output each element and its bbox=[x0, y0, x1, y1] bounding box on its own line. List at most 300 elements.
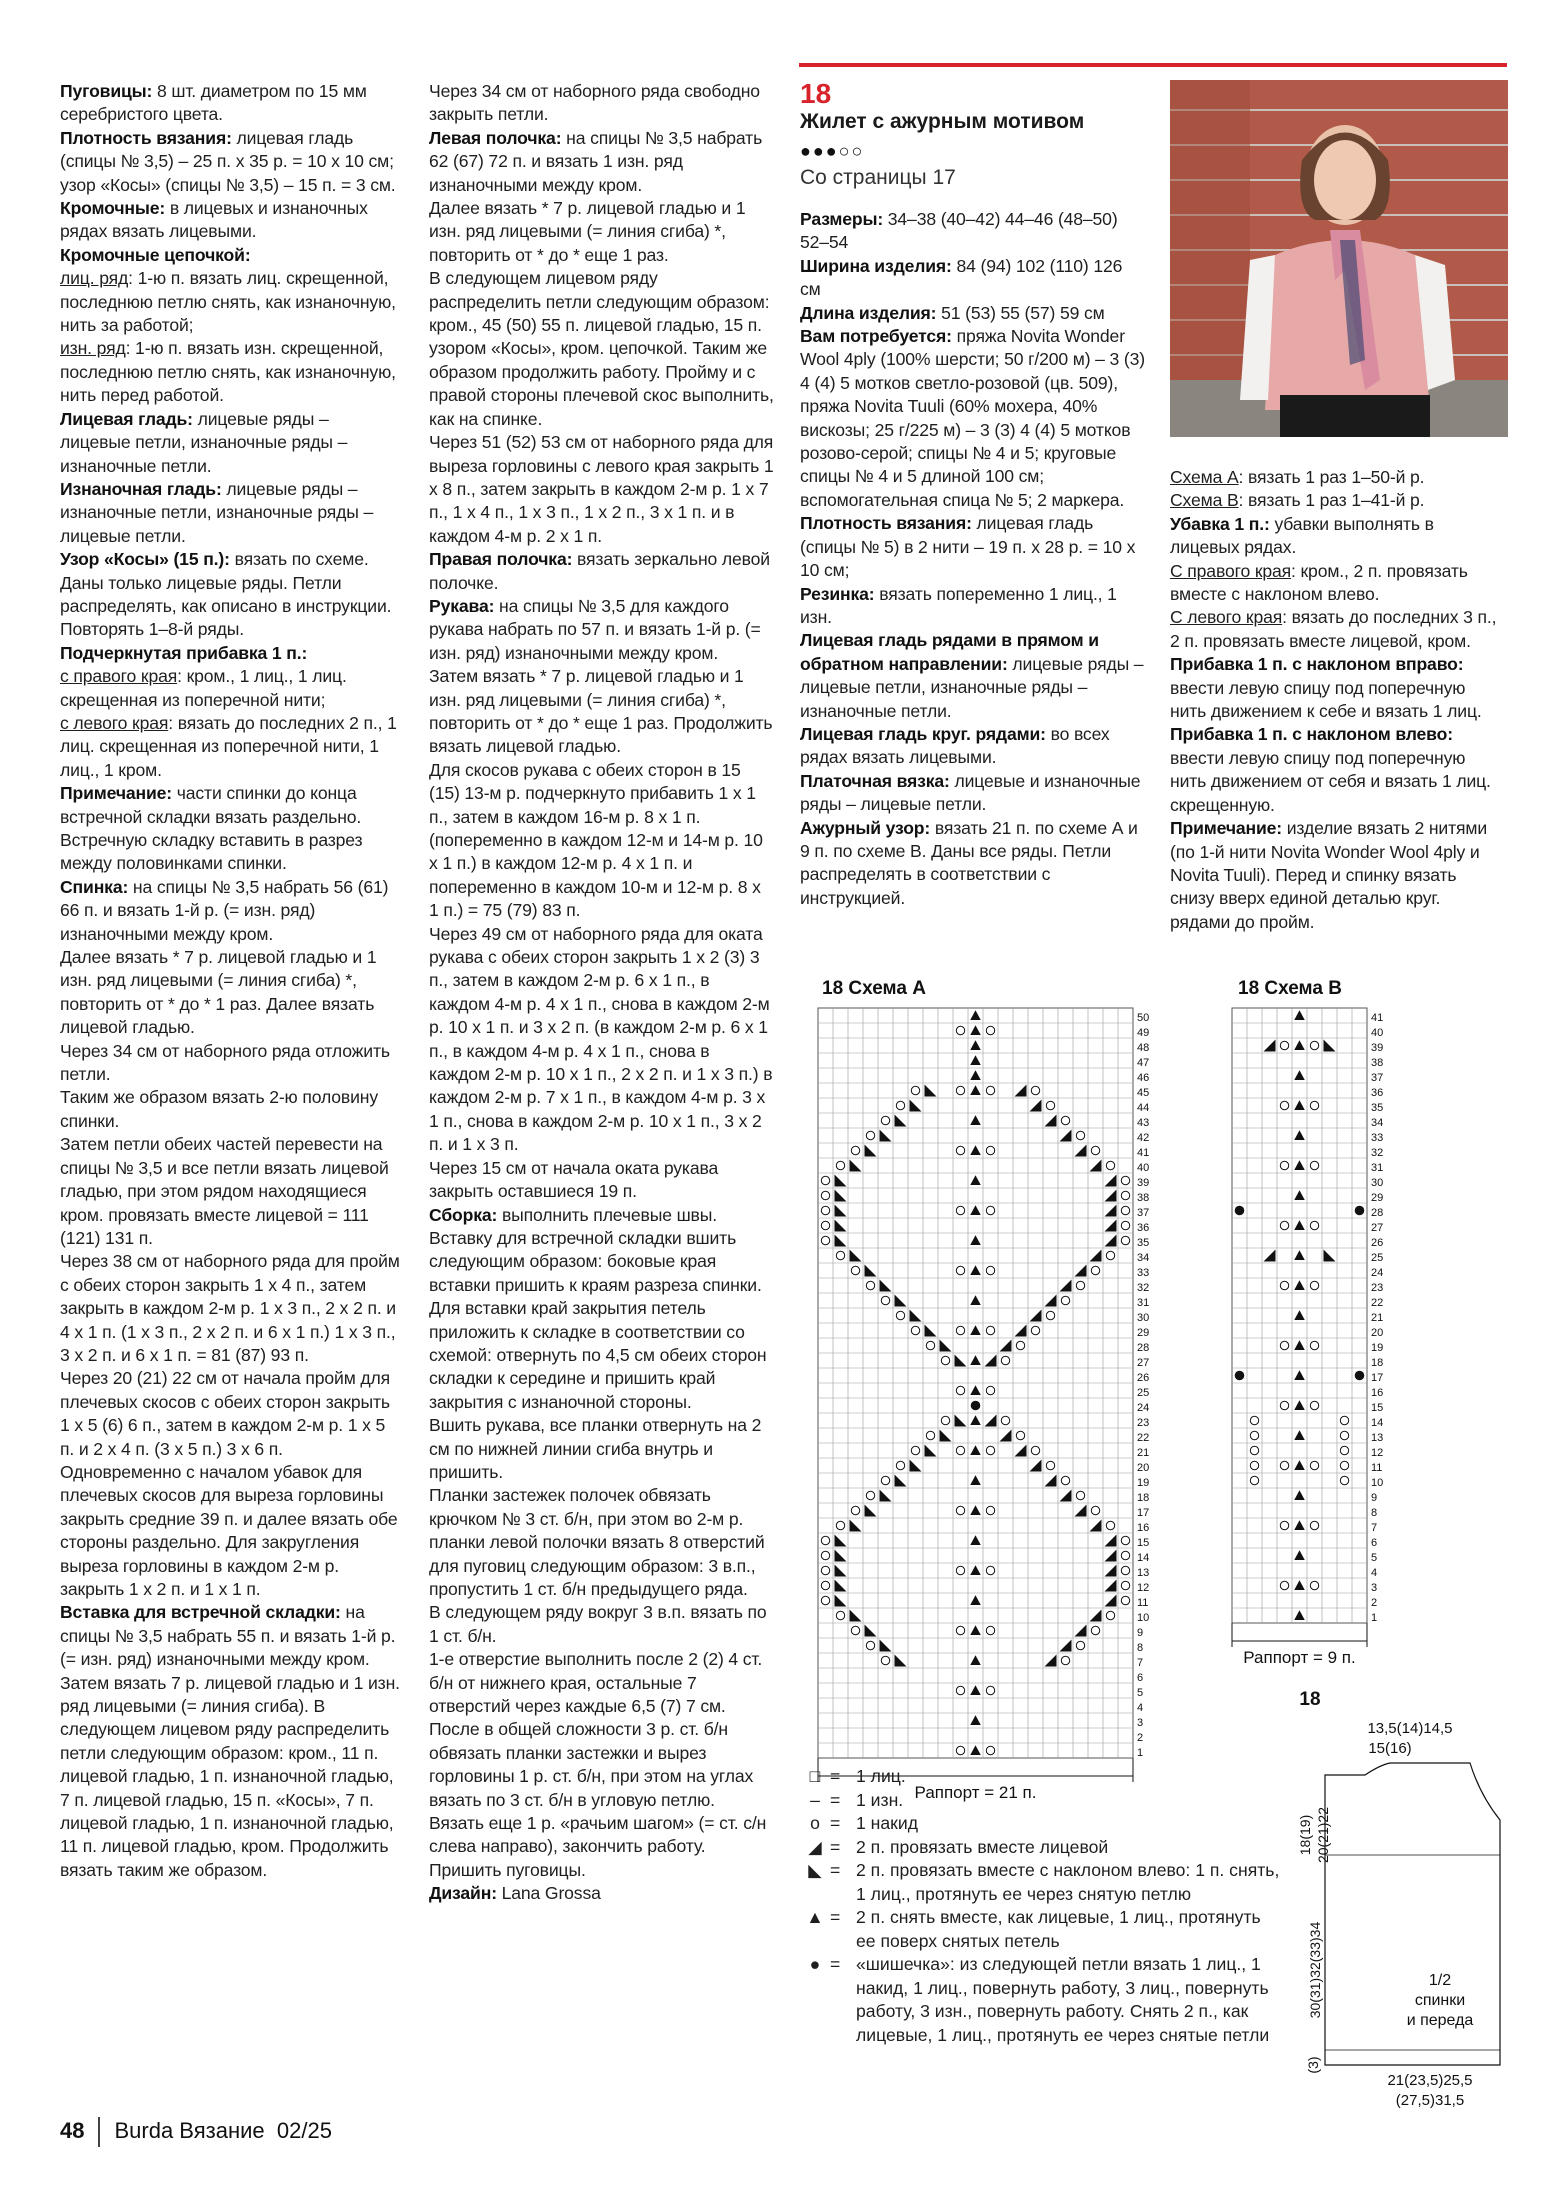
paragraph bbox=[60, 408, 400, 478]
row-number: 38 bbox=[1371, 1057, 1384, 1069]
paragraph-heading: Кромочные: bbox=[60, 198, 166, 219]
paragraph bbox=[429, 1414, 774, 1484]
legend-equals: = bbox=[830, 1789, 841, 1810]
paragraph-heading: Ширина изделия: bbox=[800, 255, 952, 276]
row-number: 20 bbox=[1371, 1327, 1384, 1339]
row-number: 21 bbox=[1371, 1312, 1384, 1324]
bobble-mark bbox=[971, 1401, 981, 1411]
paragraph bbox=[429, 1812, 774, 1859]
row-number: 16 bbox=[1137, 1522, 1150, 1534]
row-number: 16 bbox=[1371, 1387, 1384, 1399]
row-number: 47 bbox=[1137, 1057, 1150, 1069]
paragraph-text: на спицы № 3,5 набрать 62 (67) 72 п. и вязать 1 изн. ряд изнаночными между кром. bbox=[429, 127, 763, 195]
paragraph-heading: Плотность вязания: bbox=[60, 127, 232, 148]
row-number: 35 bbox=[1371, 1102, 1384, 1114]
paragraph bbox=[429, 1882, 774, 1905]
paragraph-heading: Спинка: bbox=[60, 876, 129, 897]
model-photo bbox=[1170, 80, 1508, 437]
paragraph-text: 34–38 (40–42) 44–46 (48–50) 52–54 bbox=[800, 209, 1118, 253]
row-number: 10 bbox=[1371, 1477, 1384, 1489]
legend-row bbox=[800, 1812, 1280, 1836]
bobble-mark bbox=[1355, 1206, 1365, 1216]
paragraph-text: во всех рядах вязать лицевыми. bbox=[800, 723, 1110, 768]
legend-equals: = bbox=[830, 1766, 841, 1786]
paragraph bbox=[429, 1648, 774, 1812]
paragraph-heading: Резинка: bbox=[800, 583, 875, 604]
paragraph-text: Через 20 (21) 22 см от начала пройм для плечевых скосов с обеих сторон закрыть 1 х 5 (6) 6 п., затем в каждом 2-м р. 1 х 5 п. и 2 х 4 п. (3 х 5 п.) 3 х 6 п. bbox=[60, 1368, 390, 1459]
row-number: 23 bbox=[1371, 1282, 1384, 1294]
row-number: 33 bbox=[1137, 1267, 1150, 1279]
paragraph-heading: Размеры: bbox=[800, 209, 884, 229]
paragraph-text: лицевая гладь (спицы № 5) в 2 нити – 19 п. х 28 р. = 10 х 10 см; bbox=[800, 513, 1136, 581]
paragraph-text: вязать попеременно 1 лиц., 1 изн. bbox=[800, 583, 1117, 627]
legend-text: 1 изн. bbox=[856, 1789, 904, 1810]
paragraph bbox=[429, 80, 774, 127]
paragraph-text: Планки застежек полочек обвязать крючком № 3 ст. б/н, при этом во 2-м р. планки левой полочки вязать 8 отверстий для пуговиц следующим образом: 3 в.п., пропустить 1 ст. б/н предыдущего ряда. bbox=[429, 1485, 765, 1599]
legend-equals: = bbox=[830, 1836, 841, 1857]
row-number: 39 bbox=[1371, 1042, 1384, 1054]
paragraph bbox=[429, 595, 774, 665]
legend-row bbox=[800, 1906, 1280, 1953]
row-number: 43 bbox=[1137, 1117, 1150, 1129]
legend-symbol: ▲ bbox=[806, 1907, 824, 1927]
row-number: 40 bbox=[1137, 1162, 1150, 1174]
paragraph-text: Далее вязать * 7 р. лицевой гладью и 1 изн. ряд лицевыми (= линия сгиба) *, повторить от * до * 1 раз. Далее вязать лицевой гладью. bbox=[60, 947, 377, 1038]
paragraph bbox=[60, 665, 400, 712]
legend-symbol: □ bbox=[809, 1766, 821, 1786]
paragraph-text: 8 шт. диаметром по 15 мм серебристого цвета. bbox=[60, 81, 367, 125]
row-number: 17 bbox=[1371, 1372, 1384, 1384]
paragraph bbox=[60, 1040, 400, 1087]
paragraph-text: Пришить пуговицы. bbox=[429, 1859, 586, 1880]
paragraph bbox=[60, 642, 400, 665]
row-number: 13 bbox=[1371, 1432, 1384, 1444]
paragraph bbox=[1170, 653, 1505, 723]
page-number: 48 bbox=[60, 2117, 85, 2143]
paragraph-text: Повторять 1–8-й ряды. bbox=[60, 619, 244, 640]
paragraph-text: лицевые и изнаночные ряды – лицевые петли. bbox=[800, 770, 1141, 815]
paragraph-text: Затем вязать * 7 р. лицевой гладью и 1 изн. ряд лицевыми (= линия сгиба) *, повторить от * до * еще 1 раз. Продолжить вязать лицевой гладью. bbox=[429, 666, 773, 757]
paragraph-heading: Лицевая гладь: bbox=[60, 408, 193, 429]
schematic-label: 21(23,5)25,5 bbox=[1387, 2072, 1473, 2089]
paragraph bbox=[60, 946, 400, 1040]
paragraph-heading: Рукава: bbox=[429, 595, 495, 616]
row-number: 5 bbox=[1137, 1687, 1144, 1699]
row-number: 38 bbox=[1137, 1192, 1150, 1204]
paragraph-text: убавки выполнять в лицевых рядах. bbox=[1170, 513, 1434, 558]
row-number: 24 bbox=[1371, 1267, 1384, 1279]
paragraph-subheading: С левого края bbox=[1170, 607, 1283, 628]
difficulty-rating: ●●●○○ bbox=[800, 141, 865, 161]
paragraph bbox=[800, 629, 1145, 723]
paragraph-text: лицевые ряды – лицевые петли, изнаночные ряды – изнаночные петли. bbox=[60, 408, 348, 476]
paragraph bbox=[800, 302, 1145, 325]
legend-row bbox=[800, 1953, 1280, 2047]
paragraph bbox=[800, 817, 1145, 911]
column-3 bbox=[800, 208, 1145, 910]
paragraph bbox=[60, 712, 400, 782]
legend-text: 2 п. снять вместе, как лицевые, 1 лиц., протянуть ее поверх снятых петель bbox=[856, 1907, 1261, 1951]
paragraph-subheading: с правого края bbox=[60, 666, 178, 687]
paragraph-heading: Дизайн: bbox=[429, 1883, 497, 1904]
bobble-mark bbox=[1235, 1206, 1245, 1216]
paragraph bbox=[60, 244, 400, 267]
chart-b-label: 18 Схема В bbox=[1238, 978, 1342, 999]
paragraph bbox=[60, 337, 400, 407]
paragraph-text: В следующем лицевом ряду распределить петли следующим образом: кром., 45 (50) 55 п. лицевой гладью, 15 п. узором «Косы», кром. цепочкой. Таким же образом продолжить работу. Пройму и с правой стороны плечевой скос выполнить, как на спинке. bbox=[429, 268, 774, 429]
paragraph-heading: Правая полочка: bbox=[429, 549, 573, 570]
row-number: 37 bbox=[1137, 1207, 1150, 1219]
paragraph-text: вязать по схеме. Даны только лицевые ряды. Петли распределять, как описано в инструкции. bbox=[60, 549, 392, 616]
paragraph bbox=[60, 876, 400, 946]
magazine-title: Burda Вязание bbox=[114, 2117, 265, 2143]
pattern-title: Жилет с ажурным мотивом bbox=[800, 110, 1085, 133]
chart-a-label: 18 Схема А bbox=[822, 978, 926, 999]
paragraph-text: на спицы № 3,5 набрать 55 п. и вязать 1-й р. (= изн. ряд) изнаночными между кром. Затем вязать 7 р. лицевой гладью и 1 изн. ряд лицевыми (= линия сгиба). В следующем лицевом ряду распределить петли следующим образом: кром., 11 п. лицевой гладью, 1 п. изнаночной гладью, 7 п. лицевой гладью, 15 п. «Косы», 7 п. лицевой гладью, 1 п. изнаночной гладью, 11 п. лицевой гладью, кром. Продолжить вязать таким же образом. bbox=[60, 1602, 400, 1880]
paragraph-text: В следующем ряду вокруг 3 в.п. вязать по 1 ст. б/н. bbox=[429, 1602, 767, 1646]
row-number: 49 bbox=[1137, 1027, 1150, 1039]
paragraph-text: : 1-ю п. вязать лиц. скрещенной, последнюю петлю снять, как изнаночную, нить за работой; bbox=[60, 268, 396, 336]
paragraph bbox=[60, 1250, 400, 1367]
row-number: 33 bbox=[1371, 1132, 1384, 1144]
row-number: 45 bbox=[1137, 1087, 1150, 1099]
paragraph-text: : вязать 1 раз 1–50-й р. bbox=[1238, 467, 1425, 487]
paragraph bbox=[429, 548, 774, 595]
row-number: 36 bbox=[1371, 1087, 1384, 1099]
paragraph bbox=[800, 255, 1145, 302]
row-number: 2 bbox=[1371, 1597, 1378, 1609]
paragraph-heading: Лицевая гладь рядами в прямом и обратном направлении: bbox=[800, 630, 1099, 674]
row-number: 26 bbox=[1371, 1237, 1384, 1249]
row-number: 17 bbox=[1137, 1507, 1150, 1519]
legend-symbol: o bbox=[810, 1813, 820, 1833]
paragraph-heading: Плотность вязания: bbox=[800, 513, 972, 534]
paragraph-text: выполнить плечевые швы. Вставку для встречной складки вшить следующим образом: боковые края вставки пришить к краям разреза спинки. Для вставки край закрытия петель приложить к складке в соответствии со схемой: отвернуть по 4,5 см обеих сторон складки к середине и пришить край закрытия с изнаночной стороны. bbox=[429, 1204, 767, 1412]
row-number: 6 bbox=[1137, 1672, 1144, 1684]
paragraph-text: лицевая гладь (спицы № 3,5) – 25 п. х 35 р. = 10 х 10 см; узор «Косы» (спицы № 3,5) – 15 п. = 3 см. bbox=[60, 127, 396, 195]
row-number: 15 bbox=[1371, 1402, 1384, 1414]
paragraph-heading: Лицевая гладь круг. рядами: bbox=[800, 723, 1046, 744]
paragraph bbox=[800, 583, 1145, 630]
paragraph-text: : кром., 1 лиц., 1 лиц. скрещенная из поперечной нити; bbox=[60, 666, 347, 710]
paragraph bbox=[60, 80, 400, 127]
legend-symbol: – bbox=[810, 1789, 820, 1810]
paragraph bbox=[60, 478, 400, 548]
legend-text: 2 п. провязать вместе с наклоном влево: 1 п. снять, 1 лиц., протянуть ее через снятую петлю bbox=[856, 1860, 1280, 1904]
paragraph-text: Через 38 см от наборного ряда для пройм с обеих сторон закрыть 1 х 4 п., затем закрыть в каждом 2-м р. 1 х 3 п., 2 х 2 п. и 4 х 1 п. (1 х 3 п., 2 х 2 п. и 6 х 1 п.) 1 х 3 п., 3 х 2 п. и 6 х 1 п. = 81 (87) 93 п. bbox=[60, 1251, 400, 1365]
legend-row bbox=[800, 1765, 1280, 1789]
paragraph bbox=[60, 1461, 400, 1601]
paragraph-text: вязать 21 п. по схеме А и 9 п. по схеме В. Даны все ряды. Петли распределять в соответствии с инструкцией. bbox=[800, 817, 1138, 908]
paragraph bbox=[429, 267, 774, 431]
row-number: 1 bbox=[1371, 1612, 1378, 1624]
paragraph-subheading: С правого края bbox=[1170, 560, 1292, 581]
row-number: 34 bbox=[1371, 1117, 1384, 1129]
source-page-reference: Со страницы 17 bbox=[800, 166, 956, 189]
paragraph-heading: Ажурный узор: bbox=[800, 817, 931, 838]
legend-symbol: ● bbox=[809, 1954, 821, 1974]
row-number: 14 bbox=[1137, 1552, 1150, 1564]
paragraph bbox=[1170, 466, 1505, 489]
row-number: 11 bbox=[1371, 1462, 1383, 1474]
paragraph bbox=[1170, 817, 1505, 934]
paragraph-text: изделие вязать 2 нитями (по 1-й нити Novita Wonder Wool 4ply и Novita Tuuli). Перед и спинку вязать снизу вверх единой деталью круг. рядами до пройм. bbox=[1170, 818, 1488, 932]
row-number: 7 bbox=[1371, 1522, 1378, 1534]
legend-equals: = bbox=[830, 1954, 841, 1974]
paragraph bbox=[429, 1157, 774, 1204]
paragraph bbox=[800, 723, 1145, 770]
chart-b-grid bbox=[1232, 1008, 1407, 1667]
paragraph-text: ввести левую спицу под поперечную нить движением от себя и вязать 1 лиц. скрещенную. bbox=[1170, 747, 1491, 815]
paragraph bbox=[429, 759, 774, 923]
paragraph-heading: Кромочные цепочкой: bbox=[60, 244, 251, 265]
row-number: 30 bbox=[1371, 1177, 1384, 1189]
row-number: 20 bbox=[1137, 1462, 1150, 1474]
paragraph-text: Lana Grossa bbox=[496, 1883, 601, 1904]
paragraph bbox=[429, 1859, 774, 1882]
row-number: 27 bbox=[1371, 1222, 1384, 1234]
paragraph-heading: Платочная вязка: bbox=[800, 770, 950, 791]
paragraph-text: Затем петли обеих частей перевести на спицы № 3,5 и все петли вязать лицевой гладью, при этом рядом находящиеся кром. провязать вместе лицевой = 111 (121) 131 п. bbox=[60, 1134, 389, 1248]
row-number: 3 bbox=[1371, 1582, 1378, 1594]
row-number: 36 bbox=[1137, 1222, 1150, 1234]
paragraph-text: : кром., 2 п. провязать вместе с наклоном влево. bbox=[1170, 560, 1468, 605]
paragraph-text: на спицы № 3,5 набрать 56 (61) 66 п. и вязать 1-й р. (= изн. ряд) изнаночными между кром. bbox=[60, 876, 389, 944]
row-number: 34 bbox=[1137, 1252, 1150, 1264]
row-number: 37 bbox=[1371, 1072, 1384, 1084]
paragraph bbox=[60, 197, 400, 244]
paragraph-heading: Вставка для встречной складки: bbox=[60, 1602, 341, 1623]
row-number: 4 bbox=[1137, 1702, 1144, 1714]
paragraph-heading: Подчеркнутая прибавка 1 п.: bbox=[60, 642, 308, 663]
row-number: 28 bbox=[1371, 1207, 1384, 1219]
row-number: 5 bbox=[1371, 1552, 1378, 1564]
paragraph-text: 1-е отверстие выполнить после 2 (2) 4 ст. б/н от нижнего края, остальные 7 отверстий через каждые 6,5 (7) 7 см. После в общей сложности 3 р. ст. б/н обвязать планки застежки и вырез горловины 1 р. ст. б/н, при этом на углах вязать по 3 ст. б/н в угловую петлю. bbox=[429, 1649, 763, 1810]
paragraph-heading: Примечание: bbox=[60, 783, 173, 804]
legend-text: 1 лиц. bbox=[856, 1766, 906, 1786]
footer-separator bbox=[98, 2117, 100, 2147]
paragraph-text: 51 (53) 55 (57) 59 см bbox=[936, 302, 1105, 323]
row-number: 50 bbox=[1137, 1012, 1150, 1024]
paragraph-text: лицевые ряды – изнаночные петли, изнаночные ряды – лицевые петли. bbox=[60, 478, 374, 546]
issue-number: 02/25 bbox=[276, 2117, 332, 2143]
bobble-mark bbox=[1355, 1371, 1365, 1381]
legend-text: 1 накид bbox=[856, 1813, 918, 1833]
paragraph-text: вязать зеркально левой полочке. bbox=[429, 549, 770, 593]
paragraph-heading: Прибавка 1 п. с наклоном влево: bbox=[1170, 724, 1453, 745]
paragraph bbox=[429, 431, 774, 548]
paragraph-heading: Изнаночная гладь: bbox=[60, 478, 222, 499]
row-number: 12 bbox=[1371, 1447, 1384, 1459]
paragraph-heading: Примечание: bbox=[1170, 818, 1283, 839]
row-number: 2 bbox=[1137, 1732, 1144, 1744]
row-number: 4 bbox=[1371, 1567, 1378, 1579]
garment-schematic bbox=[1270, 1685, 1510, 2109]
paragraph bbox=[429, 127, 774, 197]
column-2 bbox=[429, 80, 774, 1906]
legend-row bbox=[800, 1836, 1280, 1860]
legend-equals: = bbox=[830, 1907, 841, 1927]
row-number: 14 bbox=[1371, 1417, 1384, 1429]
paragraph-text: Через 34 см от наборного ряда отложить петли. bbox=[60, 1040, 390, 1085]
row-number: 8 bbox=[1137, 1642, 1144, 1654]
rapport-label: Раппорт = 9 п. bbox=[1243, 1648, 1356, 1667]
row-number: 25 bbox=[1371, 1252, 1384, 1264]
paragraph bbox=[429, 1484, 774, 1601]
schematic-label: 13,5(14)14,5 bbox=[1367, 1720, 1453, 1737]
paragraph-text: лицевые ряды – лицевые петли, изнаночные ряды – изнаночные петли. bbox=[800, 653, 1144, 721]
paragraph bbox=[60, 1086, 400, 1133]
paragraph bbox=[429, 1601, 774, 1648]
schematic-armhole-height: 20(21)22 bbox=[1315, 1806, 1331, 1864]
paragraph bbox=[60, 548, 400, 618]
row-number: 13 bbox=[1137, 1567, 1150, 1579]
row-number: 27 bbox=[1137, 1357, 1150, 1369]
row-number: 30 bbox=[1137, 1312, 1150, 1324]
row-number: 41 bbox=[1137, 1147, 1150, 1159]
row-number: 21 bbox=[1137, 1447, 1150, 1459]
row-number: 22 bbox=[1137, 1432, 1150, 1444]
paragraph-text: Вязать еще 1 р. «рачьим шагом» (= ст. с/н слева направо), закончить работу. bbox=[429, 1813, 767, 1857]
row-number: 10 bbox=[1137, 1612, 1150, 1624]
schematic-label: (27,5)31,5 bbox=[1395, 2092, 1465, 2109]
row-number: 32 bbox=[1371, 1147, 1384, 1159]
row-number: 12 bbox=[1137, 1582, 1150, 1594]
row-number: 35 bbox=[1137, 1237, 1150, 1249]
paragraph-heading: Пуговицы: bbox=[60, 81, 153, 101]
rapport-label: Раппорт = 21 п. bbox=[914, 1783, 1037, 1802]
paragraph-heading: Прибавка 1 п. с наклоном вправо: bbox=[1170, 654, 1464, 675]
row-number: 24 bbox=[1137, 1402, 1150, 1414]
paragraph bbox=[60, 782, 400, 876]
schematic-body-height: 30(31)32(33)34 bbox=[1307, 1921, 1323, 2019]
paragraph-text: Через 15 см от начала оката рукава закрыть оставшиеся 19 п. bbox=[429, 1157, 719, 1202]
paragraph-text: : вязать 1 раз 1–41-й р. bbox=[1238, 490, 1425, 511]
paragraph-subheading: Схема А bbox=[1170, 467, 1239, 487]
row-number: 3 bbox=[1137, 1717, 1144, 1729]
paragraph bbox=[800, 325, 1145, 512]
paragraph bbox=[60, 267, 400, 337]
paragraph bbox=[60, 127, 400, 197]
row-number: 22 bbox=[1371, 1297, 1384, 1309]
legend-symbol: ◢ bbox=[808, 1836, 822, 1857]
legend-row bbox=[800, 1789, 1280, 1813]
schematic-label: 15(16) bbox=[1368, 1740, 1412, 1757]
paragraph bbox=[60, 1367, 400, 1461]
schematic-label: спинки bbox=[1414, 1992, 1466, 2009]
row-number: 19 bbox=[1371, 1342, 1384, 1354]
row-number: 26 bbox=[1137, 1372, 1150, 1384]
paragraph bbox=[429, 1204, 774, 1415]
row-number: 11 bbox=[1137, 1597, 1149, 1609]
row-number: 1 bbox=[1137, 1747, 1144, 1759]
column-4 bbox=[1170, 466, 1505, 934]
paragraph-text: ввести левую спицу под поперечную нить движением к себе и вязать 1 лиц. bbox=[1170, 677, 1482, 722]
column-1 bbox=[60, 80, 400, 1882]
paragraph-text: Через 34 см от наборного ряда свободно закрыть петли. bbox=[429, 81, 760, 125]
page-footer bbox=[60, 2117, 332, 2147]
paragraph-text: : вязать до последних 3 п., 2 п. провязать вместе лицевой, кром. bbox=[1170, 607, 1497, 651]
paragraph bbox=[800, 208, 1145, 255]
legend-symbol: ◣ bbox=[808, 1860, 822, 1880]
schematic-label: и переда bbox=[1406, 2012, 1474, 2029]
legend-row bbox=[800, 1859, 1280, 1906]
paragraph bbox=[800, 770, 1145, 817]
row-number: 46 bbox=[1137, 1072, 1150, 1084]
paragraph-text: Таким же образом вязать 2-ю половину спинки. bbox=[60, 1087, 379, 1131]
section-accent-bar bbox=[799, 63, 1507, 67]
row-number: 41 bbox=[1371, 1012, 1384, 1024]
legend-text: «шишечка»: из следующей петли вязать 1 лиц., 1 накид, 1 лиц., повернуть работу, 3 лиц., повернуть работу, 3 изн., повернуть работу. Снять 2 п., как лицевые, 1 лиц., протянуть ее через снятые петли bbox=[856, 1954, 1270, 2045]
paragraph-subheading: изн. ряд bbox=[60, 338, 126, 359]
paragraph-text: : 1-ю п. вязать изн. скрещенной, последнюю петлю снять, как изнаночную, нить перед работой. bbox=[60, 338, 396, 406]
row-number: 15 bbox=[1137, 1537, 1150, 1549]
paragraph-subheading: с левого края bbox=[60, 712, 169, 733]
paragraph bbox=[1170, 723, 1505, 817]
paragraph-text: Одновременно с началом убавок для плечевых скосов для выреза горловины закрыть средние 39 п. и далее вязать обе стороны раздельно. Для закругления выреза горловины в каждом 2-м р. закрыть 1 х 2 п. и 1 х 1 п. bbox=[60, 1461, 398, 1599]
paragraph-text: Через 51 (52) 53 см от наборного ряда для выреза горловины с левого края закрыть 1 х 8 п., затем закрыть в каждом 2-м р. 1 х 7 п., 1 х 4 п., 1 х 3 п., 1 х 2 п., 3 х 1 п. и в каждом 4-м р. 2 х 1 п. bbox=[429, 432, 774, 546]
paragraph-text: : вязать до последних 2 п., 1 лиц. скрещенная из поперечной нити, 1 лиц., 1 кром. bbox=[60, 712, 397, 780]
paragraph-text: пряжа Novita Wonder Wool 4ply (100% шерсти; 50 г/200 м) – 3 (3) 4 (4) 5 мотков светло-розовой (цв. 509), пряжа Novita Tuuli (60% мохера, 40% вискозы; 25 г/225 м) – 3 (3) 4 (4) 5 мотков розово-серой; спицы № 4 и 5; круговые спицы № 4 и 5 длиной 100 см; вспомогательная спица № 5; 2 маркера. bbox=[800, 326, 1145, 510]
row-number: 18 bbox=[1137, 1492, 1150, 1504]
legend-equals: = bbox=[830, 1860, 841, 1880]
paragraph-heading: Длина изделия: bbox=[800, 302, 937, 323]
paragraph-subheading: лиц. ряд bbox=[60, 268, 129, 289]
row-number: 7 bbox=[1137, 1657, 1144, 1669]
paragraph bbox=[60, 1133, 400, 1250]
paragraph-text: части спинки до конца встречной складки вязать раздельно. Встречную складку вставить в разрез между половинками спинки. bbox=[60, 783, 363, 874]
row-number: 48 bbox=[1137, 1042, 1150, 1054]
row-number: 31 bbox=[1371, 1162, 1384, 1174]
row-number: 28 bbox=[1137, 1342, 1150, 1354]
row-number: 31 bbox=[1137, 1297, 1150, 1309]
paragraph bbox=[1170, 560, 1505, 607]
paragraph-heading: Убавка 1 п.: bbox=[1170, 513, 1270, 534]
paragraph bbox=[429, 923, 774, 1157]
paragraph bbox=[1170, 489, 1505, 512]
paragraph-text: в лицевых и изнаночных рядах вязать лицевыми. bbox=[60, 198, 368, 242]
bobble-mark bbox=[1235, 1371, 1245, 1381]
row-number: 8 bbox=[1371, 1507, 1378, 1519]
pattern-number: 18 bbox=[800, 78, 832, 109]
schematic-label: 1/2 bbox=[1428, 1972, 1452, 1989]
row-number: 44 bbox=[1137, 1102, 1150, 1114]
paragraph-subheading: Схема В bbox=[1170, 490, 1239, 511]
paragraph bbox=[429, 665, 774, 759]
row-number: 29 bbox=[1371, 1192, 1384, 1204]
row-number: 40 bbox=[1371, 1027, 1384, 1039]
paragraph bbox=[800, 512, 1145, 582]
paragraph bbox=[429, 197, 774, 267]
row-number: 6 bbox=[1371, 1537, 1378, 1549]
symbol-legend bbox=[800, 1765, 1280, 2047]
schematic-armhole-height: 18(19) bbox=[1297, 1814, 1313, 1856]
paragraph-heading: Левая полочка: bbox=[429, 127, 562, 148]
schematic-rib-height: (3) bbox=[1305, 2056, 1321, 2074]
row-number: 39 bbox=[1137, 1177, 1150, 1189]
schematic-number: 18 bbox=[1299, 1689, 1321, 1710]
paragraph-text: Через 49 см от наборного ряда для оката рукава с обеих сторон закрыть 1 х 2 (3) 3 п., затем в каждом 2-м р. 6 х 1 п., в каждом 4-м р. 4 х 1 п., снова в каждом 2-м р. 10 х 1 п. и 3 х 2 п. (в каждом 2-м р. 6 х 1 п., в каждом 4-м р. 4 х 1 п., снова в каждом 2-м р. 10 х 1 п., 2 х 2 п. и 1 х 3 п.) в каждом 2-м р. 7 х 1 п., в каждом 4-м р. 3 х 1 п., снова в каждом 2-м р. 10 х 1 п., 3 х 2 п. и 1 х 3 п. bbox=[429, 923, 773, 1155]
paragraph bbox=[60, 618, 400, 641]
row-number: 23 bbox=[1137, 1417, 1150, 1429]
row-number: 32 bbox=[1137, 1282, 1150, 1294]
paragraph-text: Вшить рукава, все планки отвернуть на 2 см по нижней линии сгиба внутрь и пришить. bbox=[429, 1415, 762, 1482]
paragraph-heading: Узор «Косы» (15 п.): bbox=[60, 549, 230, 570]
row-number: 9 bbox=[1371, 1492, 1378, 1504]
row-number: 42 bbox=[1137, 1132, 1150, 1144]
paragraph bbox=[1170, 513, 1505, 560]
paragraph-text: Для скосов рукава с обеих сторон в 15 (15) 13-м р. подчеркнуто прибавить 1 х 1 п., затем в каждом 16-м р. 8 х 1 п. (попеременно в каждом 12-м и 14-м р. 10 х 1 п.) в каждом 12-м р. 4 х 1 п. и попеременно в каждом 10-м и 12-м р. 8 х 1 п.) = 75 (79) 83 п. bbox=[429, 759, 763, 921]
